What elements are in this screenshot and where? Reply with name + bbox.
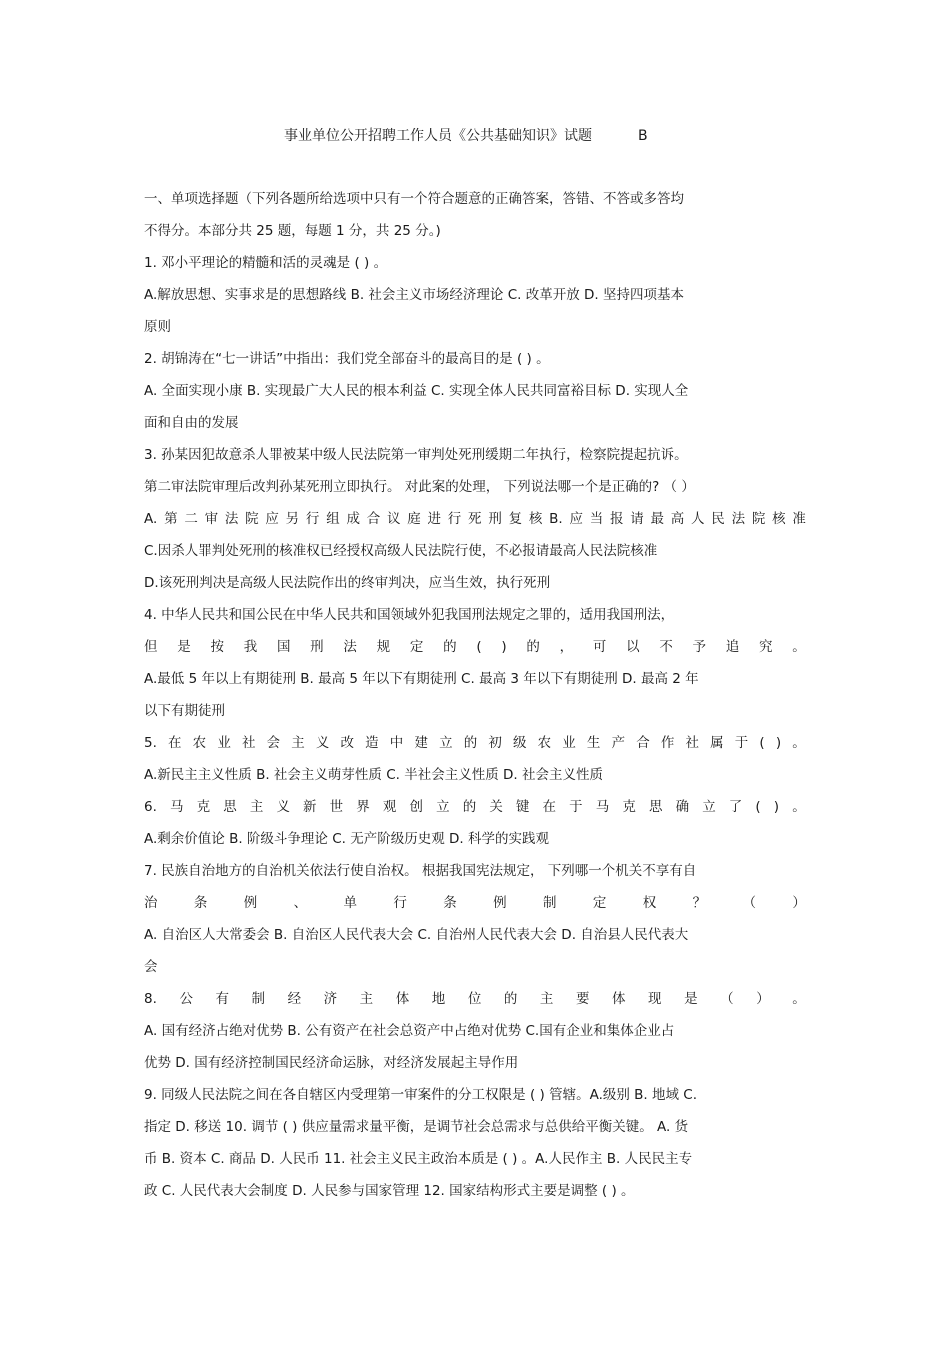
question-line: 第二审法院审理后改判孙某死刑立即执行。 对此案的处理， 下列说法哪一个是正确的? （ ） xyxy=(144,479,695,495)
section-heading-line: 一、单项选择题（下列各题所给选项中只有一个符合题意的正确答案，答错、不答或多答均 xyxy=(144,191,684,207)
question-line: 币 B. 资本 C. 商品 D. 人民币 11. 社会主义民主政治本质是 ( ) 。A.人民作主 B. 人民民主专 xyxy=(144,1151,693,1167)
question-line: 4. 中华人民共和国公民在中华人民共和国领域外犯我国刑法规定之罪的，适用我国刑法， xyxy=(144,607,675,623)
title-suffix: B xyxy=(638,128,648,144)
question-line-justified: 治 条 例 、 单 行 条 例 制 定 权 ？ （ ） xyxy=(144,895,806,911)
question-line: 政 C. 人民代表大会制度 D. 人民参与国家管理 12. 国家结构形式主要是调整 ( ) 。 xyxy=(144,1183,635,1199)
option-line: A. 国有经济占绝对优势 B. 公有资产在社会总资产中占绝对优势 C.国有企业和集体企业占 xyxy=(144,1023,675,1039)
question-line: 7. 民族自治地方的自治机关依法行使自治权。 根据我国宪法规定， 下列哪一个机关不享有自 xyxy=(144,863,697,879)
option-line: 面和自由的发展 xyxy=(144,415,239,431)
question-line: 1. 邓小平理论的精髓和活的灵魂是 ( ) 。 xyxy=(144,255,388,271)
question-line: 9. 同级人民法院之间在各自辖区内受理第一审案件的分工权限是 ( ) 管辖。A.级别 B. 地域 C. xyxy=(144,1087,698,1103)
option-line: 会 xyxy=(144,959,158,975)
option-line: A.最低 5 年以上有期徒刑 B. 最高 5 年以下有期徒刑 C. 最高 3 年以下有期徒刑 D. 最高 2 年 xyxy=(144,671,699,687)
option-line-justified: A. 第 二 审 法 院 应 另 行 组 成 合 议 庭 进 行 死 刑 复 核 B. 应 当 报 请 最 高 人 民 法 院 核 准 xyxy=(144,511,806,527)
option-line: C.因杀人罪判处死刑的核准权已经授权高级人民法院行使，不必报请最高人民法院核准 xyxy=(144,543,658,559)
question-line-justified: 8. 公 有 制 经 济 主 体 地 位 的 主 要 体 现 是 （ ） 。 xyxy=(144,991,806,1007)
option-line: D.该死刑判决是高级人民法院作出的终审判决，应当生效，执行死刑 xyxy=(144,575,551,591)
question-line: 2. 胡锦涛在“七一讲话”中指出：我们党全部奋斗的最高目的是 ( ) 。 xyxy=(144,351,550,367)
question-line-justified: 6. 马 克 思 主 义 新 世 界 观 创 立 的 关 键 在 于 马 克 思 确 立 了 ( ) 。 xyxy=(144,799,806,815)
section-heading-line: 不得分。本部分共 25 题，每题 1 分，共 25 分。) xyxy=(144,223,441,239)
title-text: 事业单位公开招聘工作人员《公共基础知识》试题 xyxy=(284,128,592,144)
question-line: 3. 孙某因犯故意杀人罪被某中级人民法院第一审判处死刑缓期二年执行，检察院提起抗诉。 xyxy=(144,447,688,463)
option-line: 以下有期徒刑 xyxy=(144,703,225,719)
question-line: 指定 D. 移送 10. 调节 ( ) 供应量需求量平衡，是调节社会总需求与总供给平衡关键。 A. 货 xyxy=(144,1119,689,1135)
document-title xyxy=(284,126,648,146)
option-line: A. 全面实现小康 B. 实现最广大人民的根本利益 C. 实现全体人民共同富裕目标 D. 实现人全 xyxy=(144,383,689,399)
option-line: A.新民主主义性质 B. 社会主义萌芽性质 C. 半社会主义性质 D. 社会主义性质 xyxy=(144,767,603,783)
option-line: A.解放思想、实事求是的思想路线 B. 社会主义市场经济理论 C. 改革开放 D. 坚持四项基本 xyxy=(144,287,684,303)
option-line: A. 自治区人大常委会 B. 自治区人民代表大会 C. 自治州人民代表大会 D. 自治县人民代表大 xyxy=(144,927,689,943)
option-line: 优势 D. 国有经济控制国民经济命运脉，对经济发展起主导作用 xyxy=(144,1055,519,1071)
question-line-justified: 5. 在 农 业 社 会 主 义 改 造 中 建 立 的 初 级 农 业 生 产 合 作 社 属 于 ( ) 。 xyxy=(144,735,806,751)
question-line-justified: 但 是 按 我 国 刑 法 规 定 的 ( ) 的 ， 可 以 不 予 追 究 。 xyxy=(144,639,806,655)
option-line: 原则 xyxy=(144,319,171,335)
option-line: A.剩余价值论 B. 阶级斗争理论 C. 无产阶级历史观 D. 科学的实践观 xyxy=(144,831,549,847)
